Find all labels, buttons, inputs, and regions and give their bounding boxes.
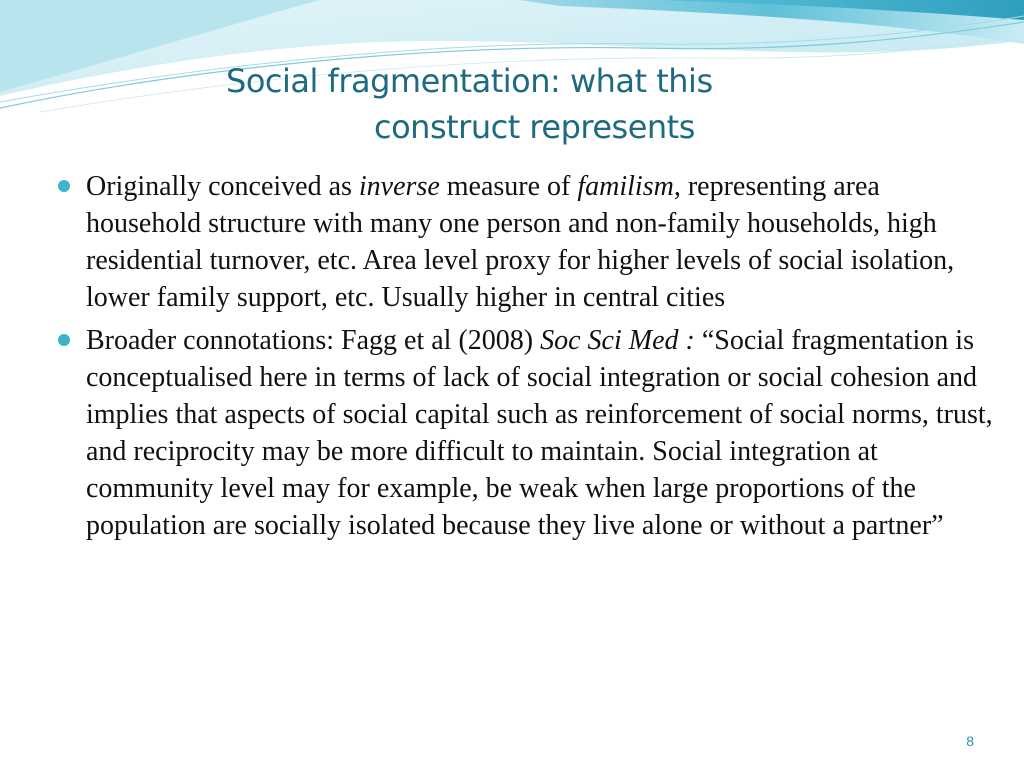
bullet-item-1: [56, 168, 996, 316]
bullet-1-text-b: measure of: [439, 171, 578, 202]
bullet-1-text-a: Originally conceived as: [86, 171, 359, 202]
bullet-1-emphasis-familism: familism: [577, 171, 674, 202]
bullet-dot-icon: [58, 180, 70, 192]
bullet-1-text-c: , representing area household structure with many one person and non-family households, high residential turnover, etc. Area level proxy for higher levels of social isolation, lower family support, etc. Usually higher in central cities: [86, 171, 955, 313]
bullet-item-2: [56, 322, 996, 544]
page-number: 8: [966, 733, 974, 749]
bullet-2-emphasis-journal: Soc Sci Med :: [540, 325, 695, 356]
title-line-1: Social fragmentation: what this: [226, 62, 713, 100]
bullet-list: [56, 168, 996, 550]
slide-title: [0, 58, 1024, 150]
bullet-2-text-a: Broader connotations: Fagg et al (2008): [86, 325, 541, 356]
bullet-dot-icon: [58, 334, 70, 346]
bullet-1-emphasis-inverse: inverse: [358, 171, 440, 202]
bullet-2-text-b: “Social fragmentation is conceptualised here in terms of lack of social integration or social cohesion and implies that aspects of social capital such as reinforcement of social norms, trust, and reciprocity may be more difficult to maintain. Social integration at community level may for example, be weak when large proportions of the population are socially isolated because they live alone or without a partner”: [86, 325, 993, 541]
title-line-2: construct represents: [374, 108, 695, 146]
